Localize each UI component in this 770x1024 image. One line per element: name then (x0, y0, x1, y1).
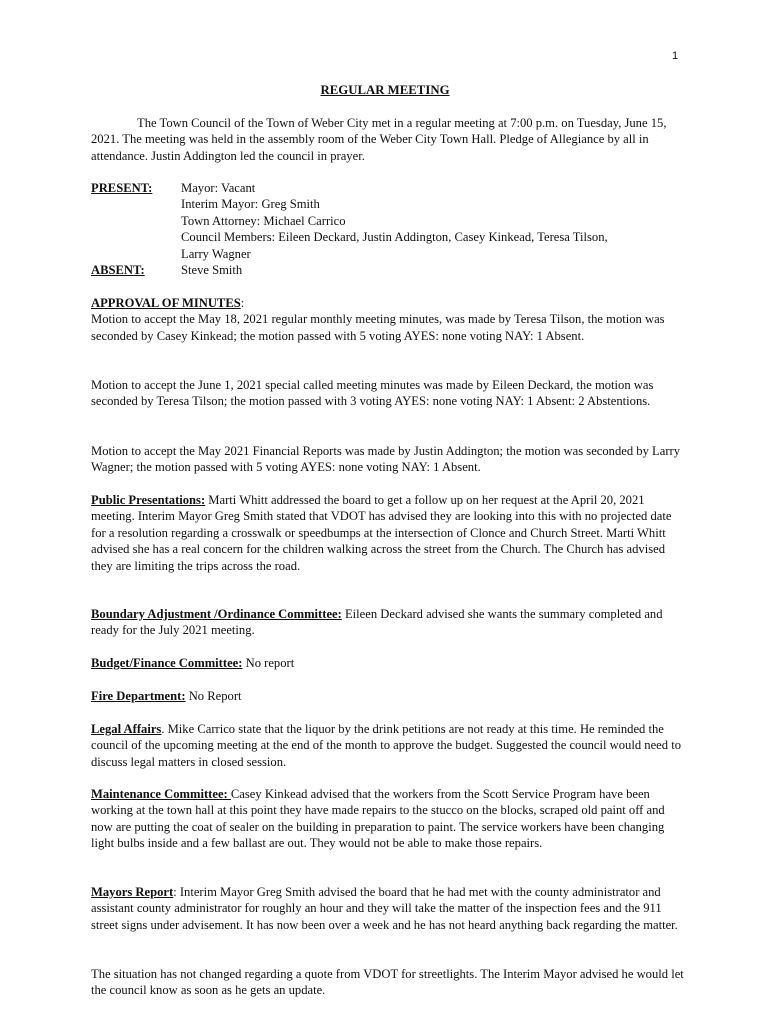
fire-heading: Fire Department: (91, 689, 186, 703)
public-presentations-text: Marti Whitt addressed the board to get a follow up on her request at the April 20, 2021 meeting. Interim Mayor Greg Smith stated that VDOT has advised they are looking into this with no projected date for a resolution regarding a crosswalk or speedbumps at the intersection of Clonce and Church Street. Marti Whitt advised she has a real concern for the children walking across the street from the Church. The Church has advised they are limiting the trips across the road. (91, 493, 672, 573)
maintenance-section (91, 786, 685, 852)
legal-text: . Mike Carrico state that the liquor by the drink petitions are not ready at this time. He reminded the council of the upcoming meeting at the end of the month to approve the budget. Suggested the council would need to discuss legal matters in closed session. (91, 722, 682, 769)
approval-heading: APPROVAL OF MINUTES (91, 296, 241, 310)
boundary-text: Eileen Deckard advised she wants the summary completed and ready for the July 2021 meeting. (91, 607, 663, 638)
approval-section (91, 295, 685, 344)
legal-heading: Legal Affairs (91, 722, 162, 736)
approval-motion-3: Motion to accept the May 2021 Financial Reports was made by Justin Addington; the motion was seconded by Larry Wagner; the motion passed with 5 voting AYES: none voting NAY: 1 Absent. (91, 444, 681, 475)
present-list (181, 180, 671, 262)
present-label: PRESENT: (91, 181, 153, 195)
legal-section (91, 721, 685, 770)
closing-paragraph: The situation has not changed regarding a quote from VDOT for streetlights. The Interim Mayor advised he would let the council know as soon as he gets an update. (91, 967, 684, 998)
fire-text: No Report (185, 689, 242, 703)
boundary-section (91, 606, 685, 639)
present-line: Larry Wagner (181, 246, 251, 261)
absent-label: ABSENT: (91, 263, 145, 277)
budget-heading: Budget/Finance Committee: (91, 656, 243, 670)
approval-motion-1: Motion to accept the May 18, 2021 regular monthly meeting minutes, was made by Teresa Tilson, the motion was seconded by Casey Kinkead; the motion passed with 5 voting AYES: none voting NAY: 1 Absent. (91, 312, 665, 343)
maintenance-heading: Maintenance Committee: (91, 787, 231, 801)
page-title: REGULAR MEETING (320, 83, 450, 97)
budget-section (91, 655, 685, 671)
present-line: Mayor: Vacant (181, 181, 256, 195)
page-number: 1 (672, 50, 679, 62)
approval-colon: : (240, 296, 245, 310)
public-presentations-section (91, 492, 685, 574)
mayors-report-text: : Interim Mayor Greg Smith advised the board that he had met with the county administrator and assistant county administrator for roughly an hour and they will take the matter of the inspection fees and the 911 street signs under advisement. It has now been over a week and he has not heard anything back regarding the matter. (91, 885, 678, 932)
absent-value: Steve Smith (181, 263, 243, 277)
budget-text: No report (242, 656, 295, 670)
present-line: Town Attorney: Michael Carrico (181, 213, 346, 228)
mayors-report-heading: Mayors Report (91, 885, 174, 899)
mayors-report-section (91, 884, 685, 933)
public-presentations-heading: Public Presentations: (91, 493, 206, 507)
approval-motion-2: Motion to accept the June 1, 2021 special called meeting minutes was made by Eileen Deckard, the motion was seconded by Teresa Tilson; the motion passed with 3 voting AYES: none voting NAY: 1 Absent: 2 Abstentions. (91, 378, 654, 409)
boundary-heading: Boundary Adjustment /Ordinance Committee: (91, 607, 342, 621)
fire-section (91, 688, 685, 704)
maintenance-text: Casey Kinkead advised that the workers from the Scott Service Program have been working at the town hall at this point they have made repairs to the stucco on the blocks, scraped old paint off and now are putting the coat of sealer on the building in preparation to paint. The service workers have been changing light bulbs inside and a few ballast are out. They would not be able to make those repairs. (91, 787, 665, 851)
present-line: Council Members: Eileen Deckard, Justin Addington, Casey Kinkead, Teresa Tilson, (181, 230, 608, 245)
present-line: Interim Mayor: Greg Smith (181, 197, 320, 212)
intro-paragraph: The Town Council of the Town of Weber City met in a regular meeting at 7:00 p.m. on Tuesday, June 15, 2021. The meeting was held in the assembly room of the Weber City Town Hall. Pledge of Allegiance by all in attendance. Justin Addington led the council in prayer. (91, 116, 667, 163)
